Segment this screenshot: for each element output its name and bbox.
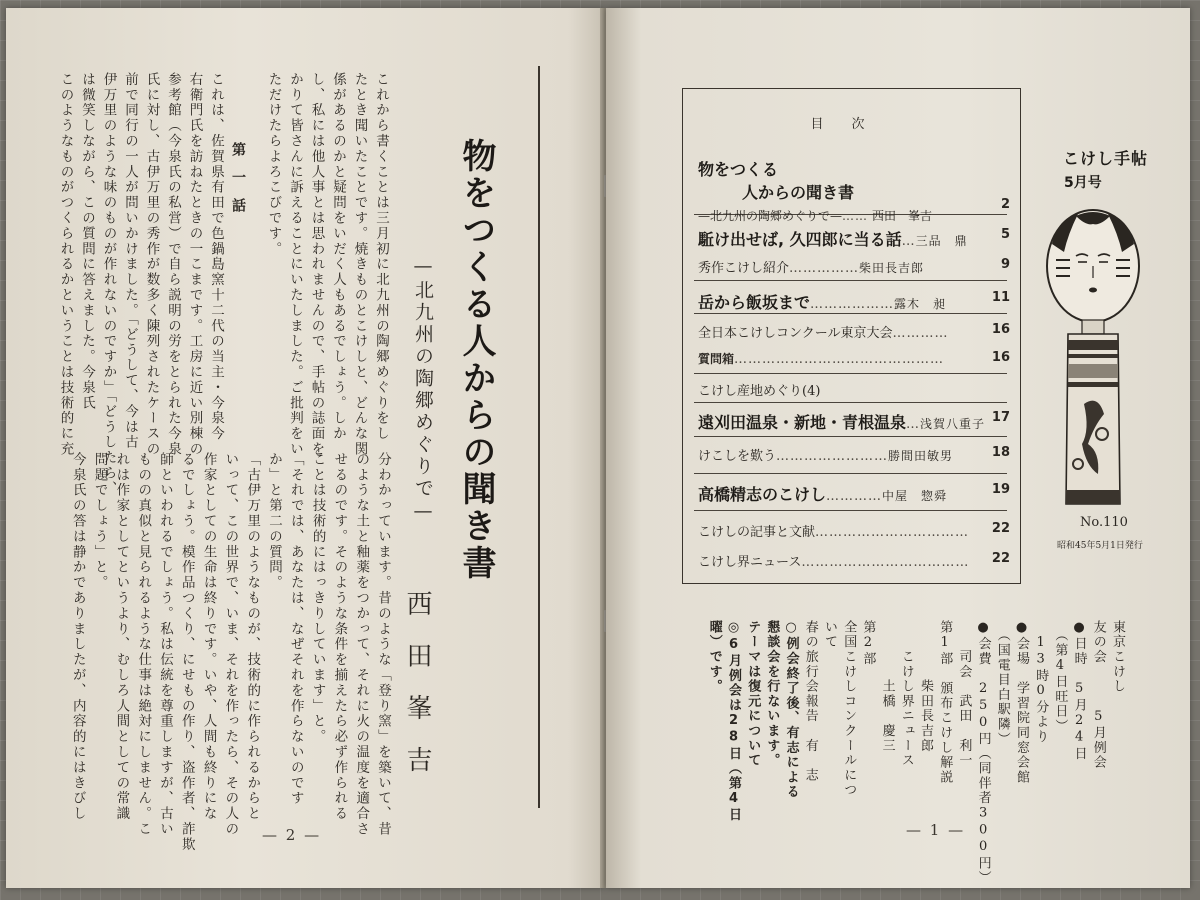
- notice-column: ●日時 5月24日: [1071, 620, 1087, 762]
- toc-entry[interactable]: [698, 445, 1010, 464]
- notice-column: 懇談会を行ないます。: [764, 620, 780, 768]
- toc-leader: ………………………………………: [734, 352, 945, 367]
- toc-separator: [694, 510, 1007, 511]
- body-column: 作家としての生命は終りです。いや、人間も終りにな: [200, 452, 217, 822]
- toc-entry[interactable]: [698, 521, 1010, 540]
- toc-author: 三品 鼎: [915, 234, 968, 248]
- notice-column: 第2部: [860, 620, 876, 667]
- body-column: 師といわれるでしょう。私は伝統を尊重しますが、古い: [157, 452, 173, 837]
- toc-page: 18: [991, 445, 1010, 460]
- toc-leader: ……………: [789, 261, 860, 276]
- section-heading: 第一話: [230, 142, 246, 226]
- toc-title: こけしの記事と文献: [698, 525, 816, 540]
- toc-entry[interactable]: [698, 551, 1010, 570]
- toc-separator: [694, 373, 1007, 374]
- body-column: 「古伊万里のようなものが、技術的に作られるからと: [244, 452, 261, 822]
- toc-subtitle: —北九州の陶郷めぐりで—: [698, 209, 843, 223]
- toc-author: 露木 昶: [894, 297, 947, 311]
- notice-column: ●会費 250円（同伴者300円）: [975, 620, 991, 886]
- toc-title: 全日本こけしコンクール東京大会: [698, 326, 893, 341]
- notice-column: 柴田長吉郎: [918, 620, 933, 754]
- toc-title: こけし産地めぐり(4): [698, 384, 821, 399]
- toc-heading: 目次: [810, 117, 893, 132]
- toc-title: 物をつくる: [698, 160, 779, 179]
- toc-author: 浅賀八重子: [920, 417, 986, 431]
- toc-page: 2: [1000, 197, 1010, 212]
- intro-column: かりて皆さんに訴えることにいたしました。ご批判をい: [287, 72, 303, 457]
- body-column: れは作家としてというより、むしろ人間としての常識: [113, 452, 130, 822]
- notice-column: 東京こけし: [1110, 620, 1125, 694]
- toc-page: 22: [991, 551, 1010, 566]
- notice-column: いて: [822, 620, 837, 650]
- notice-column: 司会 武田 利一: [956, 620, 972, 768]
- body-column: 氏に対し、古伊万里の秀作が数多く陳列されたケースの: [143, 72, 160, 457]
- toc-entry[interactable]: [698, 257, 1010, 276]
- body-column: は微笑しながら、この質問に答えました。今泉氏: [79, 72, 95, 411]
- toc-title: 高橋精志のこけし: [698, 485, 827, 504]
- notice-column: 第1部 頒布こけし解説: [937, 620, 953, 785]
- body-column: 分わかっています。昔のような「登り窯」を築いて、昔: [375, 452, 391, 837]
- toc-title: 人からの聞き書: [742, 183, 855, 202]
- toc-title: 秀作こけし紹介: [698, 261, 790, 276]
- notice-column: 土橋 慶三: [879, 620, 895, 754]
- body-column: か」と第二の質問。: [266, 452, 282, 591]
- notice-column: （第4日旺日）: [1052, 620, 1068, 734]
- toc-page: 19: [991, 482, 1010, 497]
- toc-page: 11: [991, 290, 1010, 305]
- toc-separator: [694, 473, 1007, 474]
- toc-page: 16: [991, 350, 1010, 365]
- toc-page: 5: [1000, 227, 1010, 242]
- toc-separator: [694, 313, 1007, 314]
- body-column: ものの真似と見られるような仕事は絶対にしません。こ: [135, 452, 152, 837]
- notice-column: ●会場 学習院同窓会館: [1014, 620, 1029, 785]
- intro-column: 係があるのかと疑問をいだく人もあるでしょう。しか: [330, 72, 346, 442]
- toc-entry[interactable]: [698, 410, 1010, 433]
- notice-column: 曜）です。: [706, 620, 722, 694]
- body-column: このようなものがつくられるかということは技術的に充: [57, 72, 74, 457]
- body-column: いって、この世界で、いま、それを作ったら、その人の: [222, 452, 239, 837]
- title-divider: [538, 66, 540, 808]
- magazine-issue: 5月号: [1064, 175, 1102, 191]
- toc-author: 中屋 惣舜: [882, 489, 948, 503]
- toc-leader: …………: [826, 489, 883, 504]
- article-subtitle: —北九州の陶郷めぐりで—: [412, 255, 434, 525]
- right-page-number: — 1 —: [906, 821, 966, 839]
- body-column: のような土と釉薬をつかって、それに火の温度を適合さ: [353, 452, 370, 837]
- toc-title: こけし界ニュース: [698, 555, 802, 570]
- left-page-number: — 2 —: [262, 826, 322, 844]
- body-column: せるのです。そのような条件を揃えたら必ず作られる: [331, 452, 348, 822]
- notice-column: 友の会 5月例会: [1090, 620, 1106, 770]
- toc-entry[interactable]: [698, 322, 1010, 341]
- toc-leader: ……………………………: [815, 525, 970, 540]
- intro-column: ただけたらよろこびです。: [265, 72, 282, 257]
- toc-entry[interactable]: [698, 350, 1010, 367]
- intro-column: これから書くことは三月初に北九州の陶郷めぐりをし: [373, 72, 389, 442]
- toc-author: 西田 峯吉: [872, 209, 933, 223]
- toc-page: 22: [991, 521, 1010, 536]
- toc-title: けこしを歎う: [698, 449, 777, 464]
- body-column: ことは技術的にはっきりしています」と。: [309, 452, 326, 745]
- issue-date: 昭和45年5月1日発行: [1057, 541, 1143, 551]
- toc-leader: …: [906, 417, 921, 432]
- toc-entry[interactable]: [698, 290, 1010, 313]
- notice-column: ◎6月例会は28日（第4日: [726, 620, 741, 823]
- toc-separator: [694, 436, 1007, 437]
- toc-entry[interactable]: [698, 157, 1010, 223]
- body-column: 問題でしょう」と。: [91, 452, 108, 591]
- notice-column: テーマは復元について: [745, 620, 761, 768]
- toc-leader: ……: [842, 209, 869, 223]
- toc-leader: ………………: [810, 297, 895, 312]
- toc-leader: ……………………: [776, 449, 889, 464]
- toc-page: 17: [991, 410, 1010, 425]
- toc-title: 駈け出せば, 久四郎に当る話: [698, 230, 902, 249]
- kokeshi-doll-illustration: [1038, 204, 1148, 514]
- toc-separator: [694, 402, 1007, 403]
- body-column: これは、佐賀県有田で色鍋島窯十二代の当主・今泉今: [208, 72, 224, 442]
- magazine-title: こけし手帖: [1063, 149, 1149, 168]
- toc-entry[interactable]: [698, 227, 1010, 250]
- toc-page: 9: [1000, 257, 1010, 272]
- notice-column: ○例会終了後、有志による: [783, 620, 799, 800]
- issue-number: No.110: [1080, 515, 1128, 530]
- toc-leader: ………………………………: [801, 555, 970, 570]
- body-column: 今泉氏の答は静かでありましたが、内容的にはきびし: [69, 452, 86, 822]
- body-column: るでしょう。模作品つくり、にせもの作り、盗作者、詐欺: [178, 452, 195, 853]
- notice-column: こけし界ニュース: [898, 620, 914, 768]
- toc-author: 勝間田敏男: [888, 449, 954, 463]
- notice-column: 13時0分より: [1033, 620, 1049, 745]
- toc-author: 柴田長吉郎: [859, 261, 925, 275]
- toc-entry[interactable]: [698, 380, 1010, 399]
- toc-title: 遠刈田温泉・新地・青根温泉: [698, 413, 907, 432]
- body-column: 前で同行の一人が問いかけました。「どうして、今は古: [122, 72, 138, 451]
- toc-title: 質問箱: [698, 352, 735, 366]
- article-author: 西田峯吉: [402, 590, 432, 798]
- article-title: 物をつくる人からの聞き書: [456, 138, 496, 582]
- toc-leader: …………: [892, 326, 949, 341]
- body-column: 右衛門氏を訪ねたときの一こまです。工房に近い別棟の: [186, 72, 203, 457]
- body-column: 伊万里のような味のものが作れないのですか」「どうしたら、: [100, 72, 117, 497]
- toc-entry[interactable]: [698, 482, 1010, 505]
- toc-page: 16: [991, 322, 1010, 337]
- toc-separator: [694, 280, 1007, 281]
- body-column: 「それでは、あなたは、なぜそれを作らないのです: [287, 452, 304, 807]
- intro-column: たとき聞いたことです。焼きものとこけしと、どんな関: [351, 72, 368, 457]
- notice-column: 全国こけしコンクールにつ: [841, 620, 857, 798]
- notice-column: （国電目白駅隣）: [994, 620, 1010, 747]
- body-column: 参考館（今泉氏の私営）で自ら説明の労をとられた今泉: [165, 72, 181, 457]
- notice-column: 春の旅行会報告 有 志: [802, 620, 818, 783]
- toc-leader: …: [901, 234, 916, 249]
- intro-column: し、私には他人事とは思われませんので、手帖の誌面を: [308, 72, 325, 457]
- toc-title: 岳から飯坂まで: [698, 293, 811, 312]
